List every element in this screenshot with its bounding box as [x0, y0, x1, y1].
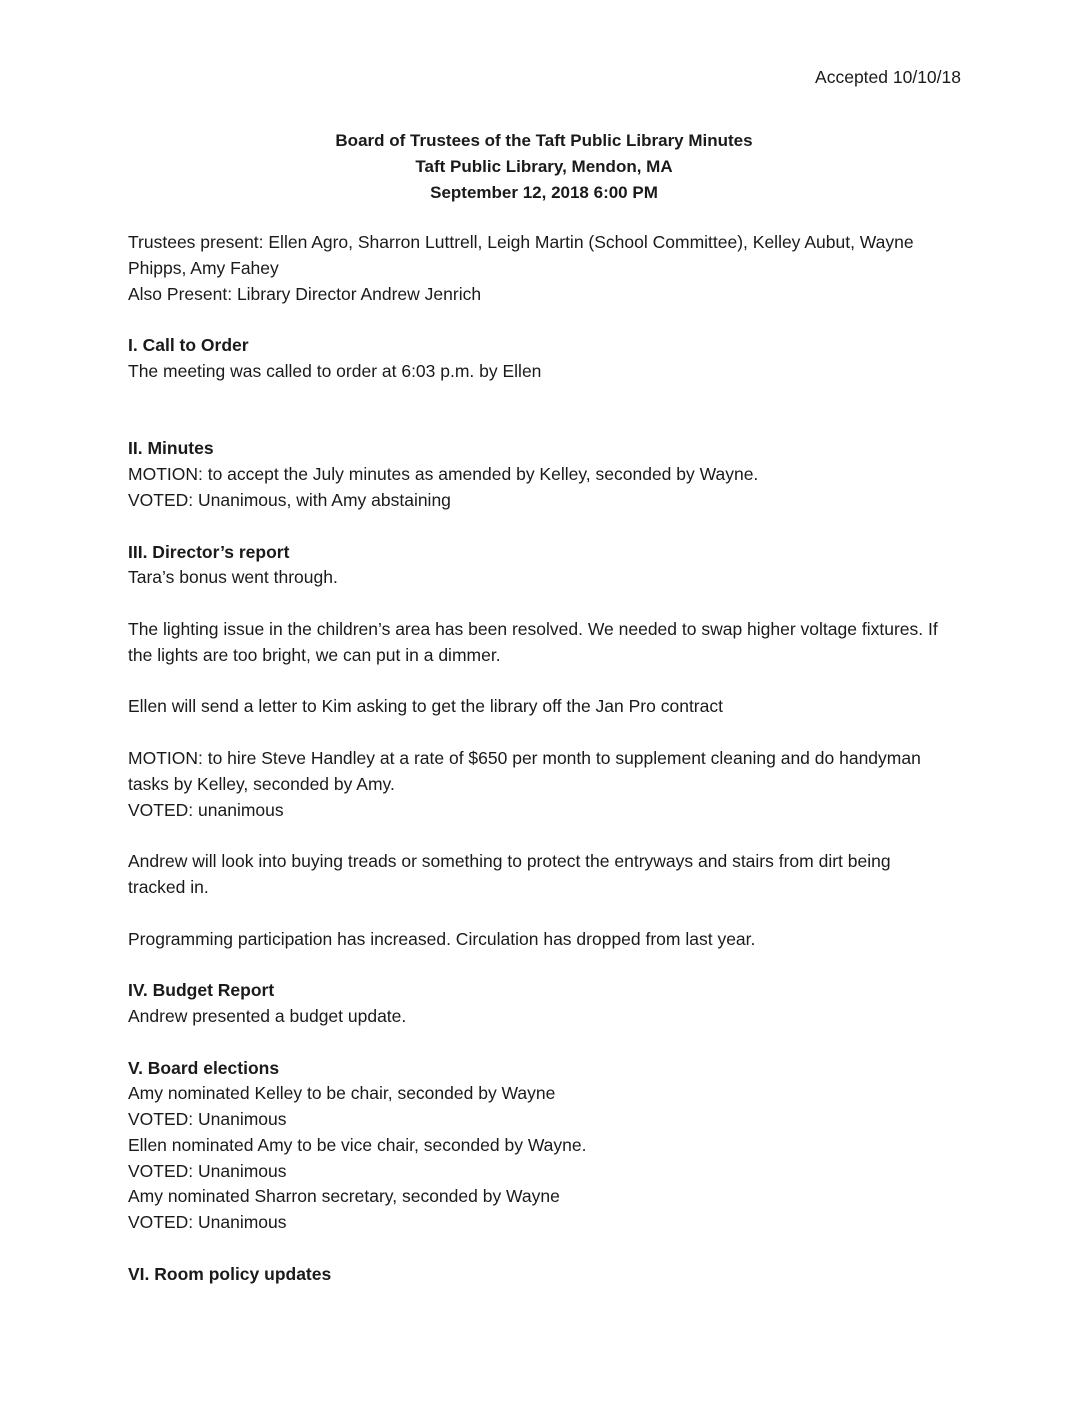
election-line: Ellen nominated Amy to be vice chair, seconded by Wayne.	[128, 1134, 587, 1155]
voted-text: VOTED: Unanimous	[128, 1160, 287, 1181]
election-line: Amy nominated Sharron secretary, seconded by Wayne	[128, 1186, 560, 1207]
section-heading: VI. Room policy updates	[128, 1263, 332, 1284]
section-board-elections	[128, 1056, 968, 1237]
paragraph: Tara’s bonus went through.	[128, 567, 338, 588]
section-minutes	[128, 436, 968, 513]
motion-text-line: MOTION: to hire Steve Handley at a rate of $650 per month to supplement cleaning and do handyman	[128, 747, 921, 768]
voted-text: VOTED: Unanimous	[128, 1212, 287, 1233]
title-line-1: Board of Trustees of the Taft Public Library Minutes	[335, 131, 753, 150]
section-heading: III. Director’s report	[128, 541, 290, 562]
section-heading: V. Board elections	[128, 1057, 280, 1078]
paragraph: Ellen will send a letter to Kim asking to get the library off the Jan Pro contract	[128, 696, 723, 717]
section-heading: II. Minutes	[128, 438, 214, 459]
motion-text: MOTION: to accept the July minutes as amended by Kelley, seconded by Wayne.	[128, 464, 759, 485]
accepted-date: Accepted 10/10/18	[815, 67, 961, 87]
section-directors-report	[128, 540, 968, 953]
title-line-3: September 12, 2018 6:00 PM	[430, 183, 658, 202]
section-text: The meeting was called to order at 6:03 p.m. by Ellen	[128, 360, 542, 381]
section-budget-report	[128, 978, 968, 1030]
title-line-2: Taft Public Library, Mendon, MA	[415, 157, 673, 176]
section-heading: I. Call to Order	[128, 335, 249, 356]
trustees-present-line-1: Trustees present: Ellen Agro, Sharron Luttrell, Leigh Martin (School Committee), Kelley Aubut, Wayne	[128, 232, 914, 252]
paragraph-line: Andrew will look into buying treads or something to protect the entryways and stairs from dirt being	[128, 851, 891, 872]
section-text: Andrew presented a budget update.	[128, 1005, 407, 1026]
section-call-to-order	[128, 333, 968, 385]
document-title	[0, 128, 1088, 206]
paragraph-line: tracked in.	[128, 876, 209, 897]
section-heading: IV. Budget Report	[128, 980, 275, 1001]
trustees-present-line-2: Phipps, Amy Fahey	[128, 257, 279, 278]
paragraph: Programming participation has increased. Circulation has dropped from last year.	[128, 928, 756, 949]
minutes-body	[128, 230, 968, 1288]
attendance	[128, 230, 968, 307]
election-line: Amy nominated Kelley to be chair, seconded by Wayne	[128, 1083, 556, 1104]
also-present: Also Present: Library Director Andrew Jenrich	[128, 283, 482, 304]
section-room-policy	[128, 1262, 968, 1288]
voted-text: VOTED: Unanimous	[128, 1109, 287, 1130]
voted-text: VOTED: unanimous	[128, 799, 284, 820]
motion-text-line: tasks by Kelley, seconded by Amy.	[128, 773, 395, 794]
voted-text: VOTED: Unanimous, with Amy abstaining	[128, 489, 451, 510]
paragraph-line: the lights are too bright, we can put in a dimmer.	[128, 644, 501, 665]
paragraph-line: The lighting issue in the children’s area has been resolved. We needed to swap higher voltage fixtures. If	[128, 618, 938, 639]
